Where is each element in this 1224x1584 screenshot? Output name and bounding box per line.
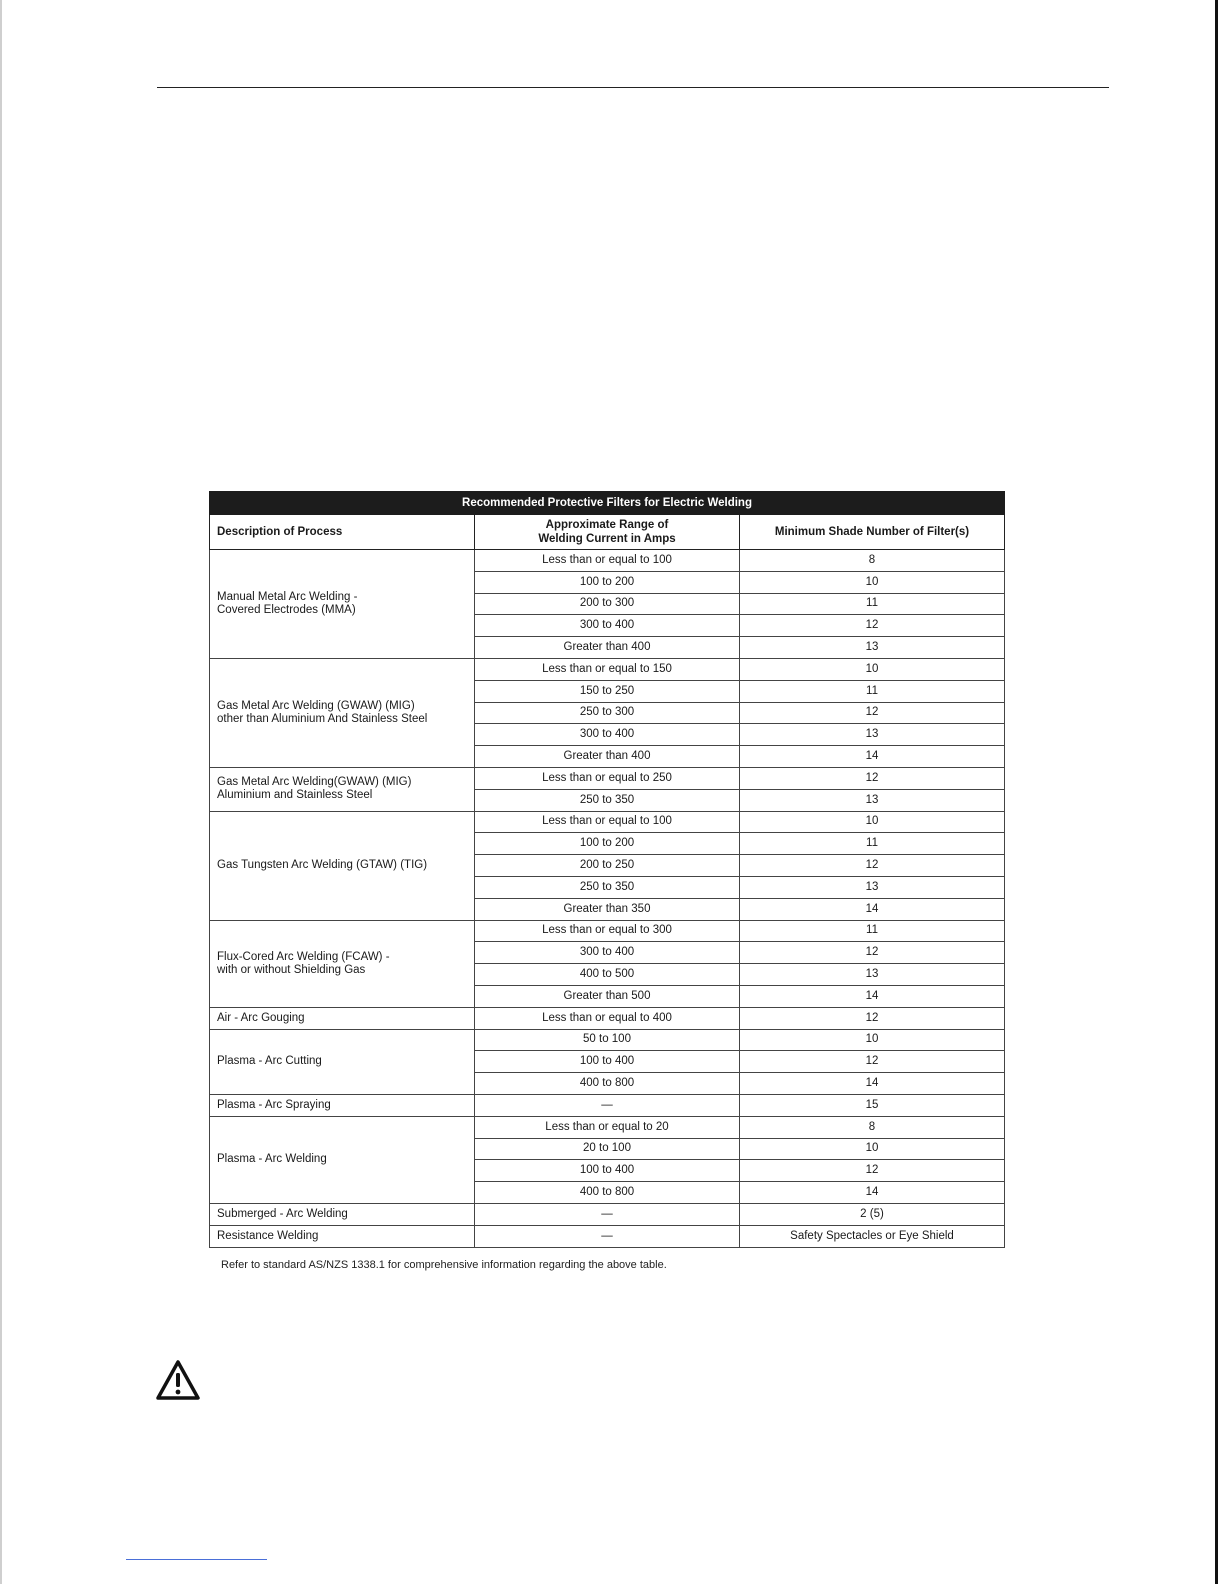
page-edge-left: [0, 0, 2, 1584]
header-process: Description of Process: [210, 515, 475, 550]
shade-number-cell: 14: [740, 1073, 1005, 1095]
shade-number-cell: 2 (5): [740, 1203, 1005, 1225]
shade-number-cell: 12: [740, 615, 1005, 637]
process-cell: [210, 1116, 475, 1203]
shade-number-cell: 10: [740, 1029, 1005, 1051]
process-line: Plasma - Arc Welding: [217, 1153, 327, 1166]
process-cell: [210, 658, 475, 767]
current-range-cell: 250 to 350: [475, 789, 740, 811]
current-range-cell: 200 to 250: [475, 855, 740, 877]
table-row: [210, 658, 1005, 680]
header-range-line1: Approximate Range of: [545, 519, 669, 531]
current-range-cell: —: [475, 1203, 740, 1225]
process-line: Air - Arc Gouging: [217, 1011, 305, 1024]
shade-number-cell: 10: [740, 811, 1005, 833]
current-range-cell: 100 to 200: [475, 833, 740, 855]
footer-link-underline: [126, 1559, 267, 1560]
process-line: Plasma - Arc Cutting: [217, 1055, 322, 1068]
shade-number-cell: 10: [740, 658, 1005, 680]
shade-number-cell: 13: [740, 964, 1005, 986]
process-cell: [210, 1225, 475, 1247]
table-row: [210, 1094, 1005, 1116]
process-cell: [210, 1029, 475, 1094]
shade-number-cell: 12: [740, 1051, 1005, 1073]
header-shade: Minimum Shade Number of Filter(s): [740, 515, 1005, 550]
current-range-cell: Less than or equal to 100: [475, 811, 740, 833]
current-range-cell: 300 to 400: [475, 615, 740, 637]
shade-number-cell: 8: [740, 550, 1005, 572]
current-range-cell: Less than or equal to 100: [475, 550, 740, 572]
process-cell: [210, 811, 475, 920]
current-range-cell: Less than or equal to 150: [475, 658, 740, 680]
shade-number-cell: 14: [740, 1182, 1005, 1204]
shade-number-cell: 11: [740, 833, 1005, 855]
process-line: Submerged - Arc Welding: [217, 1207, 348, 1220]
shade-number-cell: 13: [740, 637, 1005, 659]
current-range-cell: 300 to 400: [475, 942, 740, 964]
header-rule: [157, 87, 1109, 88]
shade-number-cell: 15: [740, 1094, 1005, 1116]
current-range-cell: Greater than 500: [475, 985, 740, 1007]
current-range-cell: 100 to 400: [475, 1160, 740, 1182]
table-row: [210, 1116, 1005, 1138]
shade-number-cell: 14: [740, 985, 1005, 1007]
shade-number-cell: 12: [740, 702, 1005, 724]
table-row: [210, 550, 1005, 572]
current-range-cell: —: [475, 1225, 740, 1247]
shade-number-cell: 13: [740, 789, 1005, 811]
process-cell: [210, 550, 475, 659]
header-range-line2: Welding Current in Amps: [538, 533, 676, 545]
shade-number-cell: 12: [740, 1007, 1005, 1029]
shade-number-cell: 14: [740, 898, 1005, 920]
warning-triangle-icon: [155, 1359, 201, 1401]
table-footnote: Refer to standard AS/NZS 1338.1 for comprehensive information regarding the above table.: [221, 1259, 667, 1271]
page-edge-right: [1215, 0, 1218, 1584]
current-range-cell: 400 to 500: [475, 964, 740, 986]
table-row: [210, 1029, 1005, 1051]
table-row: [210, 1007, 1005, 1029]
process-line: Gas Tungsten Arc Welding (GTAW) (TIG): [217, 859, 428, 872]
shade-number-cell: 11: [740, 920, 1005, 942]
process-cell: [210, 920, 475, 1007]
process-line: Gas Metal Arc Welding (GWAW) (MIG): [217, 699, 415, 712]
shade-number-cell: 11: [740, 593, 1005, 615]
table-row: [210, 920, 1005, 942]
current-range-cell: 200 to 300: [475, 593, 740, 615]
shade-number-cell: 13: [740, 724, 1005, 746]
shade-number-cell: 10: [740, 1138, 1005, 1160]
current-range-cell: 150 to 250: [475, 680, 740, 702]
shade-number-cell: 12: [740, 855, 1005, 877]
current-range-cell: 400 to 800: [475, 1073, 740, 1095]
current-range-cell: Greater than 400: [475, 746, 740, 768]
current-range-cell: Greater than 350: [475, 898, 740, 920]
table-body: [210, 550, 1005, 1248]
process-cell: [210, 767, 475, 811]
shade-number-cell: 8: [740, 1116, 1005, 1138]
current-range-cell: 20 to 100: [475, 1138, 740, 1160]
process-line: Aluminium and Stainless Steel: [217, 789, 373, 802]
current-range-cell: —: [475, 1094, 740, 1116]
table-row: [210, 1203, 1005, 1225]
process-line: Covered Electrodes (MMA): [217, 603, 356, 616]
current-range-cell: Less than or equal to 250: [475, 767, 740, 789]
process-cell: [210, 1094, 475, 1116]
header-current-range: [475, 515, 740, 550]
current-range-cell: Greater than 400: [475, 637, 740, 659]
current-range-cell: 100 to 400: [475, 1051, 740, 1073]
shade-number-cell: 11: [740, 680, 1005, 702]
process-cell: [210, 1203, 475, 1225]
process-line: Manual Metal Arc Welding -: [217, 590, 358, 603]
current-range-cell: 300 to 400: [475, 724, 740, 746]
shade-number-cell: 13: [740, 876, 1005, 898]
table-title: Recommended Protective Filters for Electric Welding: [210, 492, 1005, 515]
filter-table-container: [209, 491, 1004, 1248]
current-range-cell: 100 to 200: [475, 571, 740, 593]
current-range-cell: Less than or equal to 20: [475, 1116, 740, 1138]
current-range-cell: 250 to 300: [475, 702, 740, 724]
table-row: [210, 811, 1005, 833]
current-range-cell: 250 to 350: [475, 876, 740, 898]
process-line: with or without Shielding Gas: [217, 963, 366, 976]
current-range-cell: 50 to 100: [475, 1029, 740, 1051]
protective-filters-table: [209, 491, 1005, 1248]
shade-number-cell: 12: [740, 767, 1005, 789]
current-range-cell: 400 to 800: [475, 1182, 740, 1204]
process-cell: [210, 1007, 475, 1029]
current-range-cell: Less than or equal to 300: [475, 920, 740, 942]
table-row: [210, 767, 1005, 789]
process-line: Resistance Welding: [217, 1229, 319, 1242]
process-line: Plasma - Arc Spraying: [217, 1098, 331, 1111]
process-line: Flux-Cored Arc Welding (FCAW) -: [217, 950, 390, 963]
current-range-cell: Less than or equal to 400: [475, 1007, 740, 1029]
shade-number-cell: 14: [740, 746, 1005, 768]
table-row: [210, 1225, 1005, 1247]
shade-number-cell: 12: [740, 1160, 1005, 1182]
shade-number-cell: 10: [740, 571, 1005, 593]
shade-number-cell: 12: [740, 942, 1005, 964]
shade-number-cell: Safety Spectacles or Eye Shield: [740, 1225, 1005, 1247]
process-line: Gas Metal Arc Welding(GWAW) (MIG): [217, 776, 412, 789]
process-line: other than Aluminium And Stainless Steel: [217, 712, 428, 725]
